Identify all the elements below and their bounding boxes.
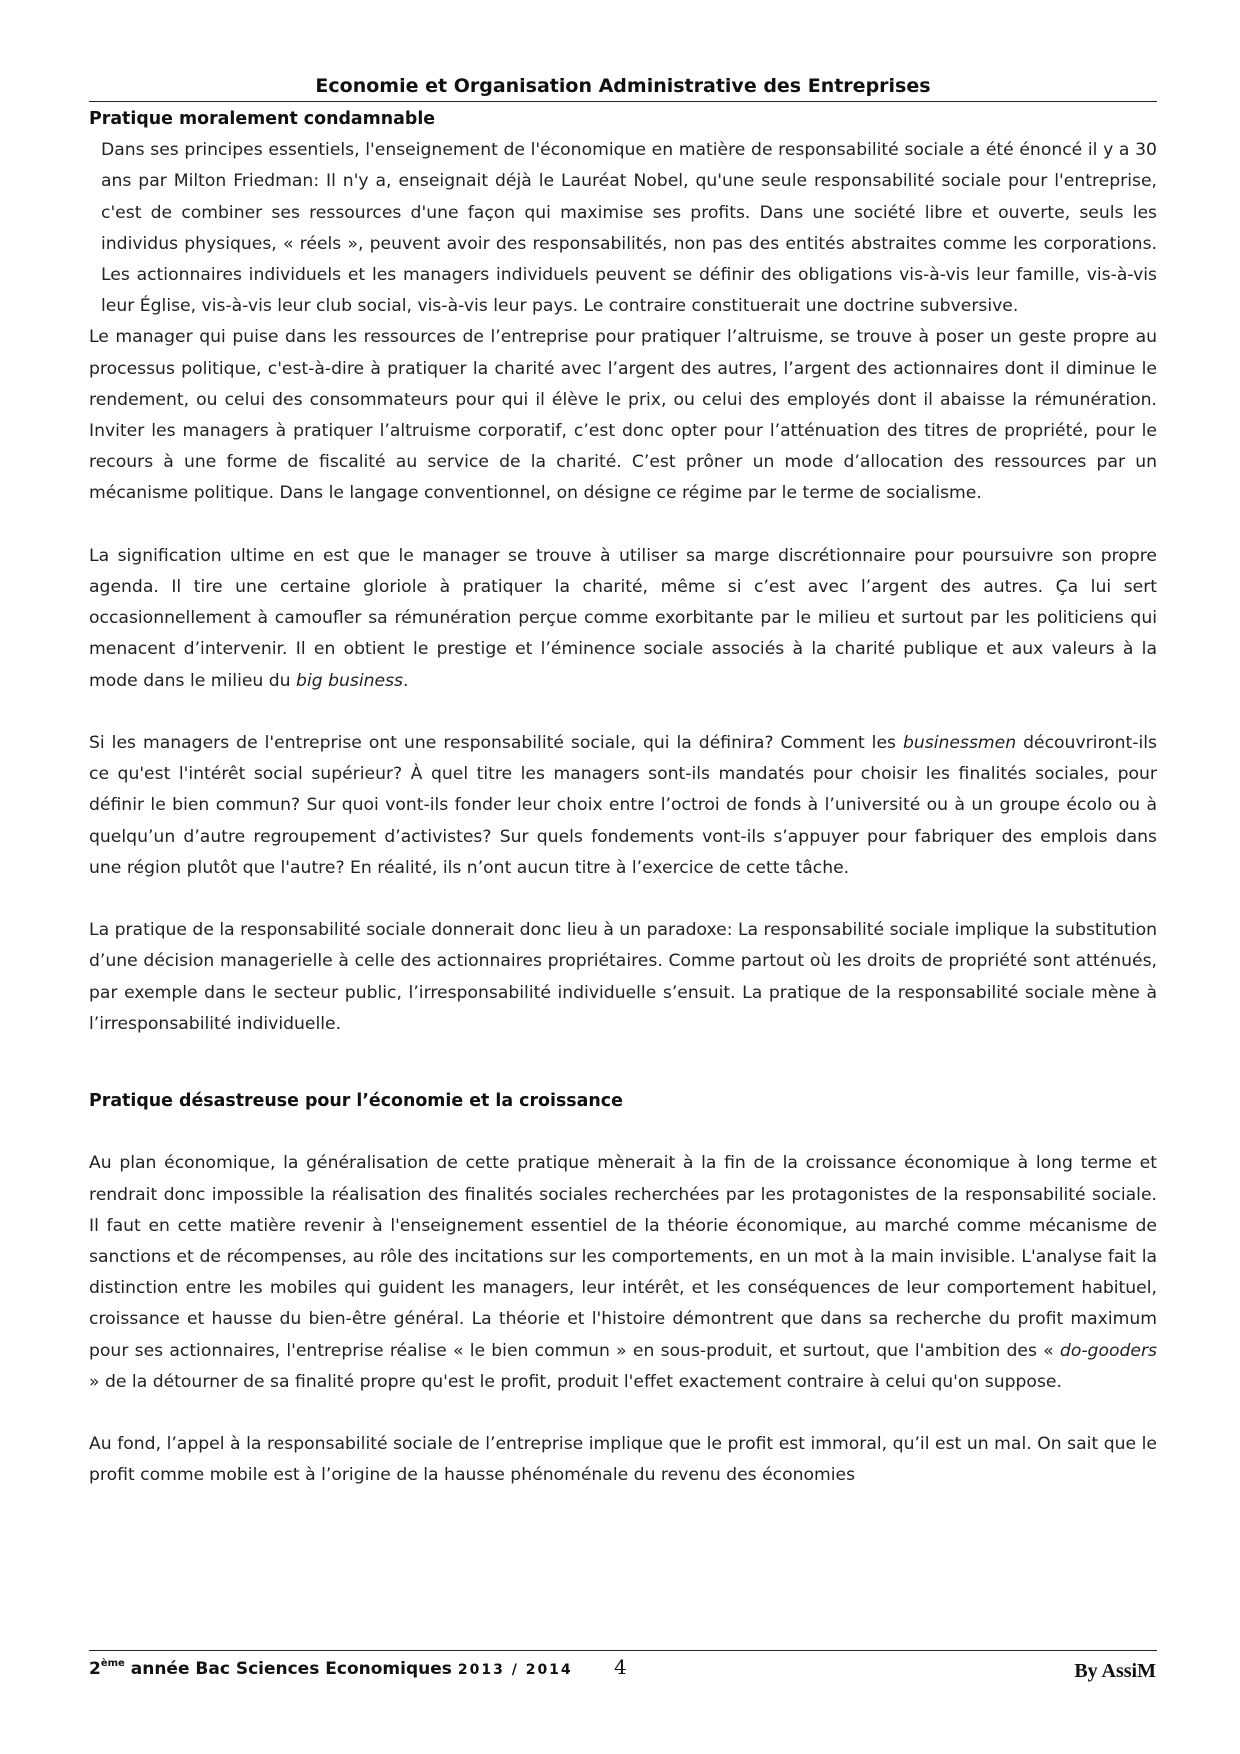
paragraph: Au fond, l’appel à la responsabilité sociale de l’entreprise implique que le profit est immoral, qu’il est un mal. On sait que le profit comme mobile est à l’origine de la hausse phénoménale du revenu des économies bbox=[89, 1434, 1157, 1486]
footer-year: 2013 / 2014 bbox=[457, 1662, 573, 1678]
paragraph: Au plan économique, la généralisation de cette pratique mènerait à la fin de la croissance économique à long terme et rendrait donc impossible la réalisation des finalités sociales recherchées par les protagonistes de la responsabilité sociale. Il faut en cette matière revenir à l'enseignement essentiel de la théorie économique, au marché comme mécanisme de sanctions et de récompenses, au rôle des incitations sur les comportements, en un mot à la main invisible. L'analyse fait la distinction entre les mobiles qui guident les managers, leur intérêt, et les conséquences de leur comportement habituel, croissance et hausse du bien-être général. La théorie et l'histoire démontrent que dans sa recherche du profit maximum pour ses actionnaires, l'entreprise réalise « le bien commun » en sous-produit, et surtout, que l'ambition des « do-gooders » de la détourner de sa finalité propre qu'est le profit, produit l'effet exactement contraire à celui qu'on suppose. bbox=[89, 1153, 1157, 1392]
paragraph: Dans ses principes essentiels, l'enseignement de l'économique en matière de responsabilité sociale a été énoncé il y a 30 ans par Milton Friedman: Il n'y a, enseignait déjà le Lauréat Nobel, qu'une seule responsabilité sociale pour l'entreprise, c'est de combiner ses ressources d'une façon qui maximise ses profits. Dans une société libre et ouverte, seuls les individus physiques, « réels », peuvent avoir des responsabilités, non pas des entités abstraites comme les corporations. Les actionnaires individuels et les managers individuels peuvent se définir des obligations vis-à-vis leur famille, vis-à-vis leur Église, vis-à-vis leur club social, vis-à-vis leur pays. Le contraire constituerait une doctrine subversive. bbox=[101, 140, 1157, 317]
document-body bbox=[89, 104, 1157, 1492]
paragraph: La signification ultime en est que le manager se trouve à utiliser sa marge discrétionnaire pour poursuivre son propre agenda. Il tire une certaine gloriole à pratiquer la charité, même si c’est avec l’argent des autres. Ça lui sert occasionnellement à camoufler sa rémunération perçue comme exorbitante par le milieu et surtout par les politiciens qui menacent d’intervenir. Il en obtient le prestige et l’éminence sociale associés à la charité publique et aux valeurs à la mode dans le milieu du big business. bbox=[89, 545, 1157, 691]
section-heading-1: Pratique moralement condamnable bbox=[89, 109, 436, 129]
footer-divider bbox=[89, 1650, 1157, 1651]
footer-course: 2ème année Bac Sciences Economiques 2013 / 2014 bbox=[89, 1658, 573, 1679]
page-number: 4 bbox=[614, 1655, 627, 1679]
page-header-title: Economie et Organisation Administrative des Entreprises bbox=[315, 75, 931, 97]
section-heading-2: Pratique désastreuse pour l’économie et la croissance bbox=[89, 1091, 623, 1112]
paragraph: Le manager qui puise dans les ressources de l’entreprise pour pratiquer l’altruisme, se trouve à poser un geste propre au processus politique, c'est-à-dire à pratiquer la charité avec l’argent des autres, l’argent des actionnaires dont il diminue le rendement, ou celui des consommateurs pour qui il élève le prix, ou celui des employés dont il abaisse la rémunération. Inviter les managers à pratiquer l’altruisme corporatif, c’est donc opter pour l’atténuation des titres de propriété, pour le recours à une forme de fiscalité au service de la charité. C’est prôner un mode d’allocation des ressources par un mécanisme politique. Dans le langage conventionnel, on désigne ce régime par le terme de socialisme. bbox=[89, 327, 1157, 504]
footer-author: By AssiM bbox=[1074, 1660, 1156, 1682]
paragraph: Si les managers de l'entreprise ont une responsabilité sociale, qui la définira? Comment les businessmen découvriront-ils ce qu'est l'intérêt social supérieur? À quel titre les managers sont-ils mandatés pour choisir les finalités sociales, pour définir le bien commun? Sur quoi vont-ils fonder leur choix entre l’octroi de fonds à l’université ou à un groupe écolo ou à quelqu’un d’autre regroupement d’activistes? Sur quels fondements vont-ils s’appuyer pour fabriquer des emplois dans une région plutôt que l'autre? En réalité, ils n’ont aucun titre à l’exercice de cette tâche. bbox=[89, 733, 1157, 878]
header-divider bbox=[89, 101, 1157, 102]
paragraph: La pratique de la responsabilité sociale donnerait donc lieu à un paradoxe: La responsabilité sociale implique la substitution d’une décision managerielle à celle des actionnaires propriétaires. Comme partout où les droits de propriété sont atténués, par exemple dans le secteur public, l’irresponsabilité individuelle s’ensuit. La pratique de la responsabilité sociale mène à l’irresponsabilité individuelle. bbox=[89, 920, 1157, 1034]
